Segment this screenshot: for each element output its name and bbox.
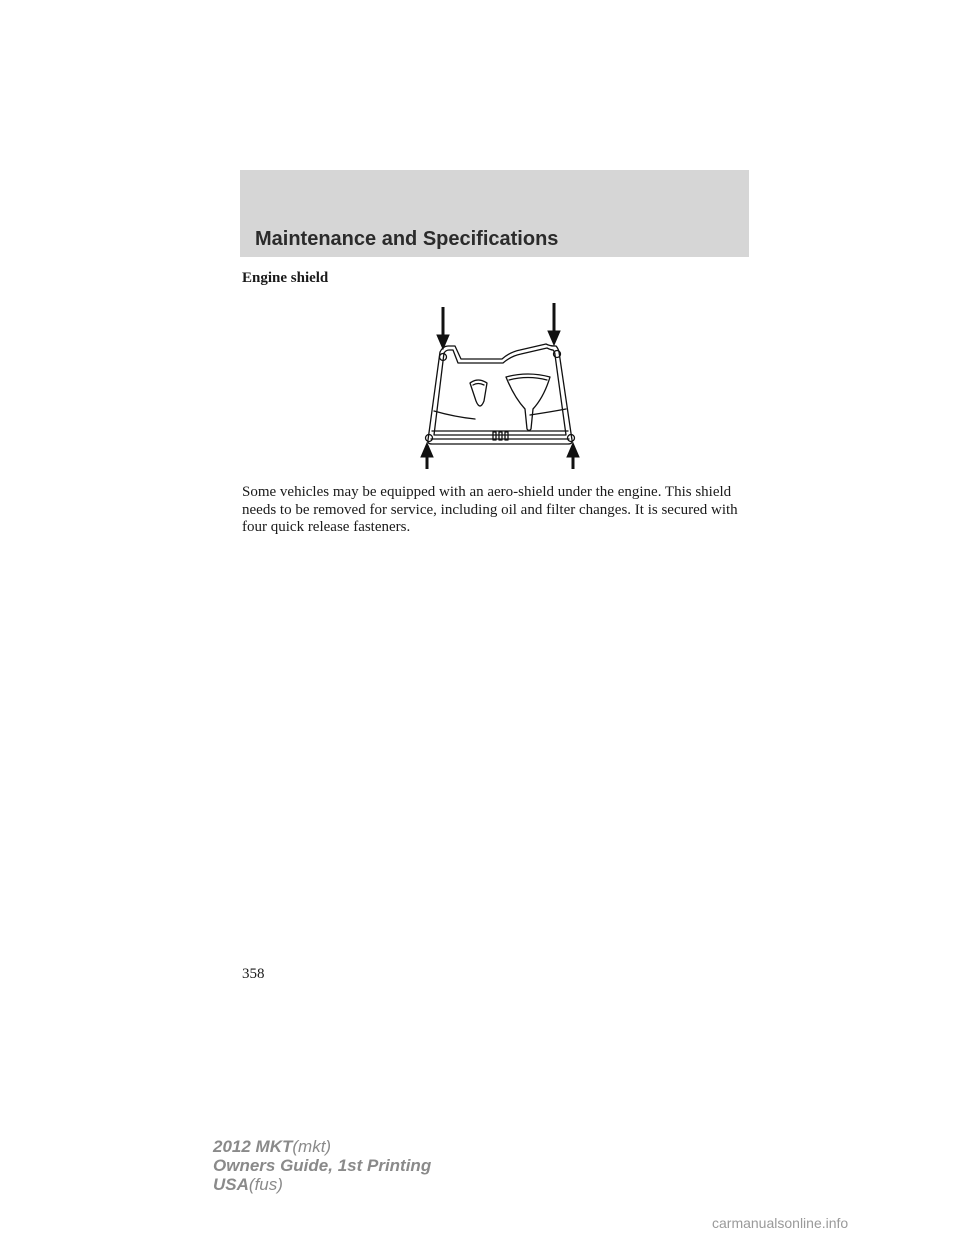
footer-model-code: (mkt) — [292, 1137, 332, 1156]
shield-inner-outline — [434, 348, 566, 435]
section-header-title: Maintenance and Specifications — [255, 228, 559, 250]
footer-market-code: (fus) — [248, 1175, 283, 1194]
arrow-head-top-left — [437, 335, 449, 349]
footer-market: USA — [213, 1175, 249, 1194]
shield-contour-right — [530, 409, 566, 415]
arrow-head-top-right — [548, 331, 560, 345]
shield-outline — [428, 344, 572, 444]
engine-shield-illustration — [410, 297, 590, 470]
footer-line-3 — [213, 1175, 431, 1194]
section-header-band — [240, 170, 749, 257]
page-number: 358 — [242, 966, 265, 982]
filter-access-inner — [473, 384, 484, 386]
section-heading: Engine shield — [242, 270, 329, 286]
drain-access-funnel-rim — [509, 378, 547, 381]
shield-contour-left — [434, 411, 475, 419]
arrow-head-bottom-right — [567, 443, 579, 457]
footer-model: 2012 MKT — [213, 1137, 293, 1156]
document-footer — [213, 1137, 431, 1194]
footer-line-2: Owners Guide, 1st Printing — [213, 1156, 432, 1175]
watermark: carmanualsonline.info — [712, 1215, 849, 1231]
drain-access-funnel — [506, 374, 550, 431]
footer-line-1 — [213, 1137, 431, 1156]
arrow-head-bottom-left — [421, 443, 433, 457]
body-paragraph: Some vehicles may be equipped with an aero-shield under the engine. This shield needs to be removed for service, including oil and filter changes. It is secured with four quick release fasteners. — [242, 484, 738, 535]
